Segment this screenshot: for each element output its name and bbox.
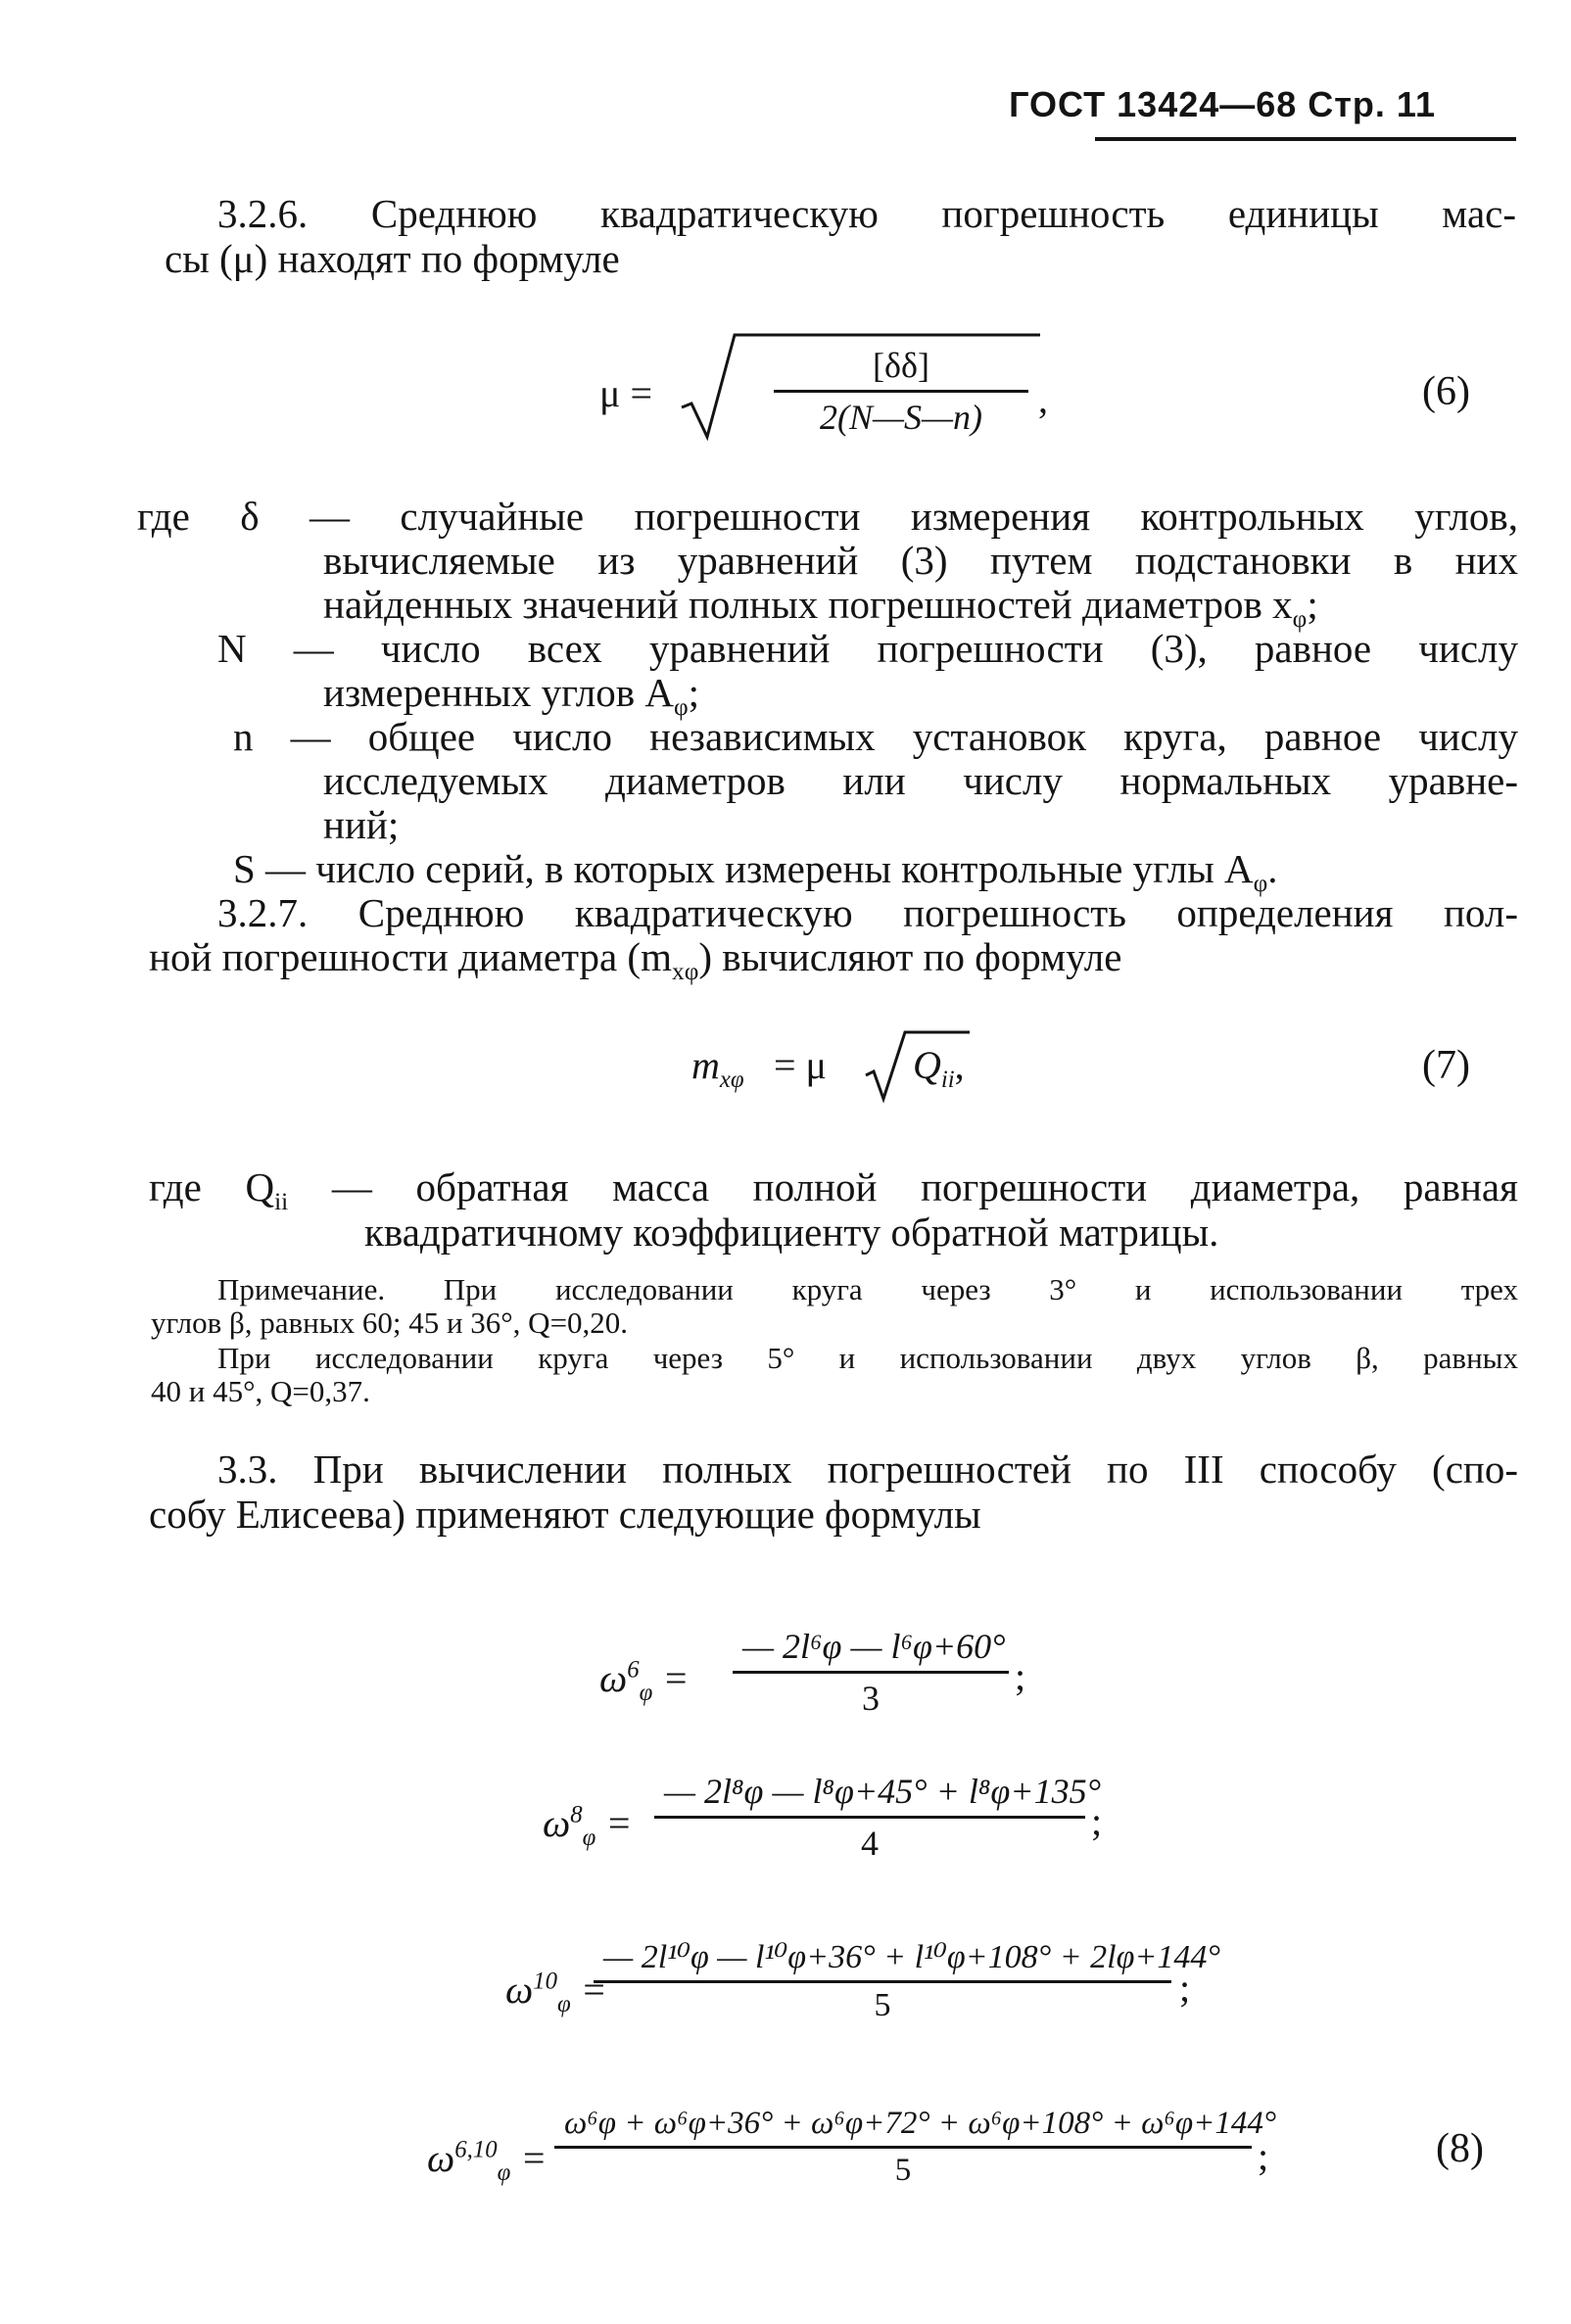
eq8-f2-sup: 8 bbox=[570, 1801, 583, 1828]
eq8-f4-numerator: ω⁶φ + ω⁶φ+36° + ω⁶φ+72° + ω⁶φ+108° + ω⁶φ+144° bbox=[554, 2106, 1252, 2149]
where1-delta-3-end: ; bbox=[1307, 582, 1318, 627]
note-line3: При исследовании круга через 5° и использовании двух углов β, равных bbox=[217, 1341, 1518, 1375]
where1-delta-2: вычисляемые из уравнений (3) путем подстановки в них bbox=[323, 538, 1518, 583]
where2-line2: квадратичному коэффициенту обратной матрицы. bbox=[364, 1209, 1219, 1255]
eq6-lhs: μ = bbox=[599, 371, 653, 415]
eq8-f4-lhs: $\omega^{6,10}_\varphi$ = bbox=[427, 2136, 547, 2186]
where1-N-2-text: измеренных углов A bbox=[323, 670, 674, 715]
eq6-fraction bbox=[774, 345, 1028, 438]
eq8-f1-sup: 6 bbox=[627, 1656, 640, 1684]
eq8-f3-numerator: — 2l¹⁰φ — l¹⁰φ+36° + l¹⁰φ+108° + 2lφ+144° bbox=[594, 1937, 1171, 1983]
eq7-Q: Q bbox=[913, 1043, 941, 1087]
eq7-radicand bbox=[913, 1042, 965, 1094]
eq6-number: (6) bbox=[1422, 369, 1470, 414]
eq8-f1-semicolon: ; bbox=[1015, 1654, 1026, 1698]
eq8-f4-sub: φ bbox=[497, 2159, 511, 2186]
eq8-f4-omega: ω bbox=[427, 2136, 455, 2180]
note-line1: Примечание. При исследовании круга через 3° и использовании трех bbox=[217, 1272, 1518, 1306]
p326-line1: 3.2.6. Среднюю квадратическую погрешность единицы мас- bbox=[217, 191, 1516, 236]
eq8-f2-lhs: $\omega^8_\varphi$ = bbox=[543, 1801, 633, 1851]
page-header: ГОСТ 13424—68 Стр. 11 bbox=[1009, 84, 1436, 124]
eq8-number: (8) bbox=[1436, 2126, 1484, 2171]
eq8-f4-denominator: 5 bbox=[894, 2153, 912, 2188]
where2-line1-a: где Q bbox=[149, 1164, 275, 1209]
eq7-m: m bbox=[691, 1043, 720, 1087]
eq8-f1-lhs: $\omega^6_\varphi$ = bbox=[599, 1656, 690, 1706]
eq8-f2-fraction bbox=[654, 1771, 1101, 1864]
where2-line1-sub: ii bbox=[274, 1188, 289, 1216]
p33-line2: собу Елисеева) применяют следующие формулы bbox=[149, 1492, 981, 1537]
eq8-f3-sup: 10 bbox=[533, 1968, 558, 1995]
where1-n-1: n — общее число независимых установок круга, равное числу bbox=[233, 714, 1518, 759]
where1-S-1-text: S — число серий, в которых измерены контрольные углы A bbox=[233, 846, 1254, 891]
header-rule bbox=[1095, 137, 1516, 141]
where1-n-3: ний; bbox=[323, 802, 400, 847]
eq8-f3-denominator: 5 bbox=[874, 1987, 891, 2023]
p33-line1: 3.3. При вычислении полных погрешностей по III способу (спо- bbox=[217, 1447, 1518, 1492]
eq8-f3-fraction bbox=[594, 1937, 1220, 2024]
where1-delta-3-text: найденных значений полных погрешностей диаметров x bbox=[323, 582, 1293, 627]
eq6-comma: , bbox=[1038, 377, 1048, 421]
p326-line2: сы (μ) находят по формуле bbox=[165, 236, 620, 281]
eq8-f1-numerator: — 2l⁶φ — l⁶φ+60° bbox=[733, 1626, 1009, 1674]
eq7-number: (7) bbox=[1422, 1043, 1470, 1088]
p327-line2 bbox=[149, 935, 1121, 994]
where1-n-2: исследуемых диаметров или числу нормальных уравне- bbox=[323, 758, 1518, 803]
where1-N-2-sub: φ bbox=[674, 693, 689, 722]
eq7-Q-sub: ii bbox=[940, 1067, 955, 1093]
eq8-f3-semicolon: ; bbox=[1179, 1966, 1191, 2010]
eq8-f1-denominator: 3 bbox=[862, 1679, 880, 1718]
note-line4: 40 и 45°, Q=0,37. bbox=[151, 1374, 370, 1408]
eq8-f2-semicolon: ; bbox=[1091, 1799, 1103, 1843]
note-line2: углов β, равных 60; 45 и 36°, Q=0,20. bbox=[151, 1305, 629, 1340]
p327-line2-b: ) вычисляют по формуле bbox=[698, 934, 1122, 979]
eq7-m-sub: xφ bbox=[719, 1067, 744, 1093]
eq8-f1-fraction bbox=[733, 1626, 1009, 1719]
eq8-f4-semicolon: ; bbox=[1258, 2134, 1269, 2178]
eq8-f1-omega: ω bbox=[599, 1656, 628, 1700]
eq8-f4-fraction bbox=[554, 2106, 1277, 2189]
eq8-f2-numerator: — 2l⁸φ — l⁸φ+45° + l⁸φ+135° bbox=[654, 1771, 1085, 1819]
p327-line1: 3.2.7. Среднюю квадратическую погрешность определения пол- bbox=[217, 890, 1518, 935]
where1-delta-3-sub: φ bbox=[1292, 605, 1308, 634]
where2-line1-b: — обратная масса полной погрешности диаметра, равная bbox=[288, 1164, 1518, 1209]
where1-N-2-end: ; bbox=[688, 670, 700, 715]
p327-line2-sub: xφ bbox=[671, 958, 699, 986]
where1-S-1-end: . bbox=[1267, 846, 1278, 891]
eq8-f3-omega: ω bbox=[505, 1968, 534, 2012]
eq8-f1-sub: φ bbox=[639, 1680, 653, 1706]
eq8-f4-sup: 6,10 bbox=[454, 2136, 498, 2163]
where1-S-1-sub: φ bbox=[1253, 870, 1268, 898]
eq8-f2-denominator: 4 bbox=[861, 1824, 879, 1863]
where1-N-1: N — число всех уравнений погрешности (3), равное числу bbox=[217, 626, 1518, 671]
eq6-numerator: [δδ] bbox=[774, 345, 1028, 393]
eq8-f3-lhs: $\omega^{10}_\varphi$ = bbox=[505, 1968, 607, 2017]
where1-delta-1: где δ — случайные погрешности измерения контрольных углов, bbox=[137, 494, 1518, 539]
eq7-comma: , bbox=[954, 1043, 965, 1087]
eq8-f2-omega: ω bbox=[543, 1801, 571, 1845]
eq7-lhs bbox=[691, 1042, 744, 1094]
p327-line2-a: ной погрешности диаметра (m bbox=[149, 934, 672, 979]
eq6-denominator: 2(N—S—n) bbox=[819, 398, 982, 437]
eq8-f2-sub: φ bbox=[582, 1825, 596, 1851]
eq7-rhs-mu: = μ bbox=[774, 1043, 828, 1087]
eq8-f3-sub: φ bbox=[557, 1991, 571, 2017]
